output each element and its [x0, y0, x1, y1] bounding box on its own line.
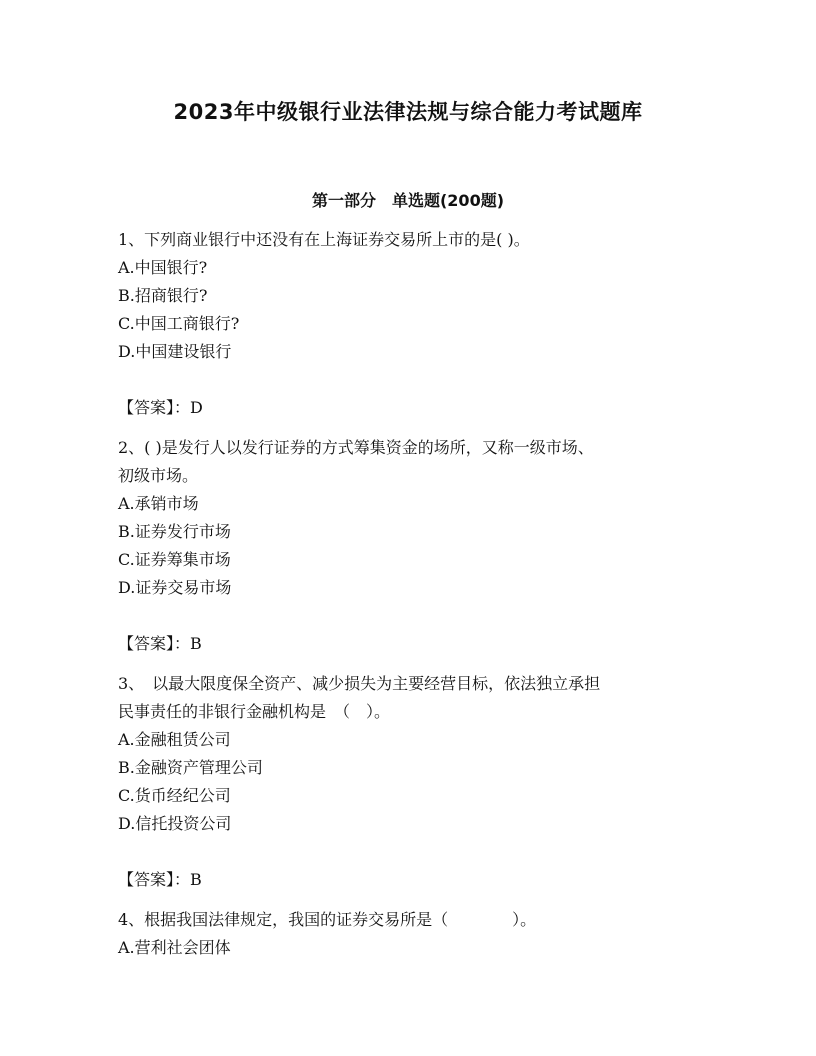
question-3-stem-line-2: 民事责任的非银行金融机构是 （ ）。 — [118, 702, 391, 721]
question-1-option-c: C.中国工商银行? — [118, 314, 240, 333]
question-2-option-d: D.证券交易市场 — [118, 578, 232, 597]
question-2-option-b: B.证券发行市场 — [118, 522, 231, 541]
question-3-answer: 【答案】：B — [118, 870, 202, 889]
question-3-option-d: D.信托投资公司 — [118, 814, 232, 833]
question-2-answer: 【答案】：B — [118, 634, 202, 653]
question-2-stem-line-1: 2、( )是发行人以发行证券的方式筹集资金的场所，又称一级市场、 — [118, 438, 594, 457]
question-1-option-b: B.招商银行? — [118, 286, 208, 305]
question-3-option-b: B.金融资产管理公司 — [118, 758, 263, 777]
question-3-stem-line-1: 3、 以最大限度保全资产、减少损失为主要经营目标，依法独立承担 — [118, 674, 601, 693]
question-2-option-c: C.证券筹集市场 — [118, 550, 231, 569]
question-1-option-a: A.中国银行? — [118, 258, 208, 277]
question-2-option-a: A.承销市场 — [118, 494, 199, 513]
question-2-stem-line-2: 初级市场。 — [118, 466, 199, 485]
question-1-stem: 1、下列商业银行中还没有在上海证券交易所上市的是( )。 — [118, 230, 530, 249]
question-4-stem: 4、根据我国法律规定，我国的证券交易所是（ ）。 — [118, 910, 537, 929]
question-3-option-a: A.金融租赁公司 — [118, 730, 231, 749]
question-1-option-d: D.中国建设银行 — [118, 342, 232, 361]
question-4-option-a: A.营利社会团体 — [118, 938, 231, 957]
section-heading: 第一部分 单选题(200题) — [311, 191, 505, 210]
document-title: 2023年中级银行业法律法规与综合能力考试题库 — [173, 100, 643, 124]
question-1-answer: 【答案】：D — [118, 398, 203, 417]
question-3-option-c: C.货币经纪公司 — [118, 786, 231, 805]
